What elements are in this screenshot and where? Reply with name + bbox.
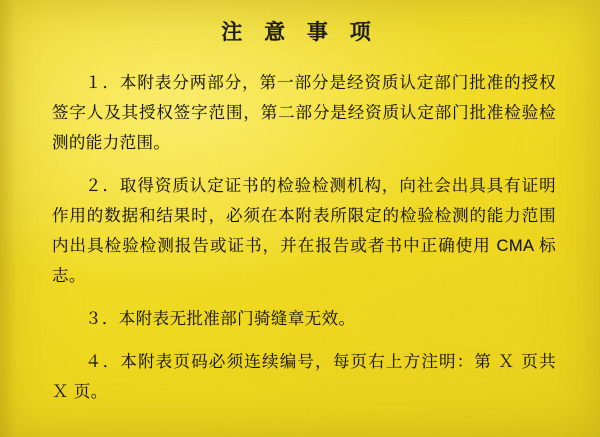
notice-paragraph-list <box>52 68 556 407</box>
page-title: 注 意 事 项 <box>221 21 379 44</box>
notice-paragraph-4: ４．本附表页码必须连续编号，每页右上方注明：第 Ｘ 页共 Ｘ 页。 <box>52 353 556 402</box>
notice-paragraph-2: ２．取得资质认定证书的检验检测机构，向社会出具具有证明作用的数据和结果时，必须在本附表所限定的检验检测的能力范围内出具检验检测报告或证书，并在报告或者书中正确使用 CMA 标志。 <box>52 177 556 286</box>
notice-paragraph-1: １．本附表分两部分，第一部分是经资质认定部门批准的授权签字人及其授权签字范围，第二部分是经资质认定部门批准检验检测的能力范围。 <box>52 74 556 153</box>
notice-paragraph-3: ３．本附表无批准部门骑缝章无效。 <box>85 310 356 329</box>
